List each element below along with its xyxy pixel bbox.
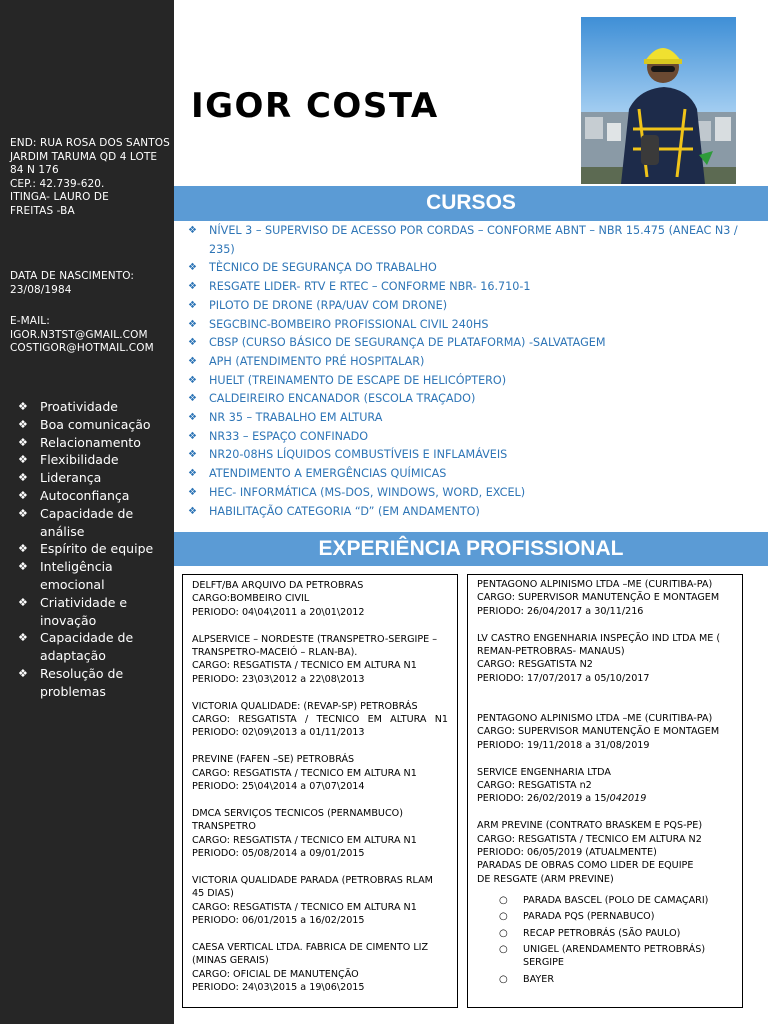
circle-bullet-icon: ○: [499, 927, 508, 939]
course-item: ❖ PILOTO DE DRONE (RPA/UAV COM DRONE): [188, 297, 738, 316]
course-item: ❖ SEGCBINC-BOMBEIRO PROFISSIONAL CIVIL 240HS: [188, 316, 738, 335]
skill-item: ❖ Capacidade de análise: [18, 505, 134, 539]
skill-item: ❖ Espírito de equipe: [18, 541, 154, 557]
diamond-bullet-icon: ❖: [18, 453, 28, 467]
diamond-bullet-icon: ❖: [188, 505, 197, 517]
course-item: ❖ RESGATE LIDER- RTV E RTEC – CONFORME NBR- 16.710-1: [188, 278, 738, 297]
job-entry: VICTORIA QUALIDADE: (REVAP-SP) PETROBRÁS CARGO: RESGATISTA / TECNICO EM ALTURA N1 PERIODO: 02\09\2013 a 01/11/2013: [192, 700, 448, 739]
job-entry: DELFT/BA ARQUIVO DA PETROBRAS CARGO:BOMBEIRO CIVIL PERIODO: 04\04\2011 a 20\01\2012: [192, 580, 365, 618]
skill-item: ❖ Autoconfiança: [18, 487, 130, 503]
list-item: ○ RECAP PETROBRÁS (SÃO PAULO): [499, 927, 681, 939]
diamond-bullet-icon: ❖: [188, 355, 197, 367]
diamond-bullet-icon: ❖: [188, 486, 197, 498]
course-item: ❖ TÈCNICO DE SEGURANÇA DO TRABALHO: [188, 259, 738, 278]
course-item: ❖ CBSP (CURSO BÁSICO DE SEGURANÇA DE PLATAFORMA) -SALVATAGEM: [188, 334, 738, 353]
skill-item: ❖ Flexibilidade: [18, 452, 119, 468]
job-entry: CAESA VERTICAL LTDA. FABRICA DE CIMENTO LIZ (MINAS GERAIS) CARGO: OFICIAL DE MANUTENÇÃO PERIODO: 24\03\2015 a 19\06\2015: [192, 941, 429, 994]
experience-column-right: [467, 574, 743, 1008]
course-item: ❖ HABILITAÇÃO CATEGORIA “D” (EM ANDAMENTO): [188, 503, 738, 522]
list-item: ○ PARADA PQS (PERNABUCO): [499, 911, 655, 923]
diamond-bullet-icon: ❖: [18, 435, 28, 449]
skill-item: ❖ Boa comunicação: [18, 416, 151, 432]
course-item: ❖ NÍVEL 3 – SUPERVISO DE ACESSO POR CORDAS – CONFORME ABNT – NBR 15.475 (ANEAC N3 / 235): [188, 224, 738, 256]
diamond-bullet-icon: ❖: [188, 337, 197, 349]
course-item: ❖ NR 35 – TRABALHO EM ALTURA: [188, 409, 738, 428]
diamond-bullet-icon: ❖: [18, 560, 28, 574]
diamond-bullet-icon: ❖: [188, 412, 197, 424]
diamond-bullet-icon: ❖: [18, 417, 28, 431]
job-entry: PENTAGONO ALPINISMO LTDA –ME (CURITIBA-PA) CARGO: SUPERVISOR MANUTENÇÃO E MONTAGEM PERIODO: 19/11/2018 a 31/08/2019: [477, 713, 720, 751]
list-item: ○ PARADA BASCEL (POLO DE CAMAÇARI): [499, 895, 709, 907]
diamond-bullet-icon: ❖: [188, 225, 197, 236]
course-item: ❖ CALDEIREIRO ENCANADOR (ESCOLA TRAÇADO): [188, 390, 738, 409]
circle-bullet-icon: ○: [499, 943, 508, 955]
job-entry: VICTORIA QUALIDADE PARADA (PETROBRAS RLAM 45 DIAS) CARGO: RESGATISTA / TECNICO EM ALTURA N1 PERIODO: 06/01/2015 a 16/02/2015: [192, 874, 433, 927]
birth-date: DATA DE NASCIMENTO: 23/08/1984: [10, 270, 135, 296]
diamond-bullet-icon: ❖: [188, 468, 197, 480]
sidebar: [0, 0, 174, 1024]
diamond-bullet-icon: ❖: [188, 299, 197, 311]
skill-item: ❖ Liderança: [18, 470, 102, 486]
page-title: IGOR COSTA: [191, 86, 439, 126]
course-item: ❖ NR20-08HS LÍQUIDOS COMBUSTÍVEIS E INFLAMÁVEIS: [188, 446, 738, 465]
diamond-bullet-icon: ❖: [18, 506, 28, 520]
experience-header: EXPERIÊNCIA PROFISSIONAL: [174, 532, 768, 566]
courses-header: CURSOS: [174, 186, 768, 221]
skill-item: ❖ Relacionamento: [18, 434, 141, 450]
diamond-bullet-icon: ❖: [188, 281, 197, 293]
diamond-bullet-icon: ❖: [188, 374, 197, 386]
diamond-bullet-icon: ❖: [188, 393, 197, 405]
course-item: ❖ ATENDIMENTO A EMERGÊNCIAS QUÍMICAS: [188, 465, 738, 484]
diamond-bullet-icon: ❖: [188, 318, 197, 330]
diamond-bullet-icon: ❖: [188, 262, 197, 274]
diamond-bullet-icon: ❖: [18, 542, 28, 556]
paradas-list: [477, 894, 733, 986]
list-item: ○ UNIGEL (ARENDAMENTO PETROBRÁS) SERGIPE: [499, 943, 706, 969]
address: END: RUA ROSA DOS SANTOS JARDIM TARUMA QD 4 LOTE 84 N 176 CEP.: 42.739-620. ITINGA- LAURO DE FREITAS -BA: [10, 137, 170, 217]
email: E-MAIL: IGOR.N3TST@GMAIL.COM COSTIGOR@HOTMAIL.COM: [10, 315, 154, 354]
course-item: ❖ APH (ATENDIMENTO PRÉ HOSPITALAR): [188, 353, 738, 372]
skill-item: ❖ Criatividade e inovação: [18, 594, 128, 628]
job-entry: LV CASTRO ENGENHARIA INSPEÇÃO IND LTDA ME ( REMAN-PETROBRAS- MANAUS) CARGO: RESGATISTA N2 PERIODO: 17/07/2017 a 05/10/2017: [477, 632, 721, 684]
course-item: ❖ HUELT (TREINAMENTO DE ESCAPE DE HELICÓPTERO): [188, 372, 738, 391]
job-entry: PREVINE (FAFEN –SE) PETROBRÁS CARGO: RESGATISTA / TECNICO EM ALTURA N1 PERIODO: 25\04\2014 a 07\07\2014: [192, 754, 417, 793]
job-entry: DMCA SERVIÇOS TECNICOS (PERNAMBUCO) TRANSPETRO CARGO: RESGATISTA / TECNICO EM ALTURA N1 PERIODO: 05/08/2014 a 09/01/2015: [192, 807, 417, 860]
diamond-bullet-icon: ❖: [18, 400, 28, 413]
job-entry: ARM PREVINE (CONTRATO BRASKEM E PQS-PE) CARGO: RESGATISTA / TECNICO EM ALTURA N2 PERIODO: 06/05/2019 (ATUALMENTE) PARADAS DE OBRAS COMO LIDER DE EQUIPE DE RESGATE (ARM PREVINE): [477, 820, 703, 885]
diamond-bullet-icon: ❖: [188, 449, 197, 461]
circle-bullet-icon: ○: [499, 973, 508, 985]
skill-item: ❖ Resolução de problemas: [18, 665, 124, 699]
skill-item: ❖ Inteligência emocional: [18, 559, 113, 592]
circle-bullet-icon: ○: [499, 895, 508, 907]
diamond-bullet-icon: ❖: [188, 430, 197, 442]
skill-item: ❖ Proatividade: [18, 399, 118, 414]
job-entry: ALPSERVICE – NORDESTE (TRANSPETRO-SERGIPE – TRANSPETRO-MACEIÓ – RLAN-BA). CARGO: RESGATISTA / TECNICO EM ALTURA N1 PERIODO: 23\03\2012 a 22\08\2013: [192, 633, 438, 685]
profile-photo: [581, 17, 736, 184]
list-item: ○ BAYER: [499, 973, 554, 985]
skill-item: ❖ Capacidade de adaptação: [18, 630, 134, 664]
job-period: PERIODO: 26/02/2019 a 15/042019: [477, 793, 647, 805]
diamond-bullet-icon: ❖: [18, 471, 28, 485]
courses-list: [188, 222, 738, 521]
course-item: ❖ HEC- INFORMÁTICA (MS-DOS, WINDOWS, WORD, EXCEL): [188, 484, 738, 503]
diamond-bullet-icon: ❖: [18, 488, 28, 502]
skills-list: [18, 398, 170, 701]
job-entry: SERVICE ENGENHARIA LTDA CARGO: RESGATISTA n2: [477, 766, 611, 792]
diamond-bullet-icon: ❖: [18, 666, 28, 680]
diamond-bullet-icon: ❖: [18, 631, 28, 645]
circle-bullet-icon: ○: [499, 911, 508, 923]
job-entry: PENTAGONO ALPINISMO LTDA –ME (CURITIBA-PA) CARGO: SUPERVISOR MANUTENÇÃO E MONTAGEM PERIODO: 26/04/2017 a 30/11/216: [477, 579, 720, 617]
diamond-bullet-icon: ❖: [18, 595, 28, 609]
course-item: ❖ NR33 – ESPAÇO CONFINADO: [188, 428, 738, 447]
experience-column-left: [182, 574, 458, 1008]
